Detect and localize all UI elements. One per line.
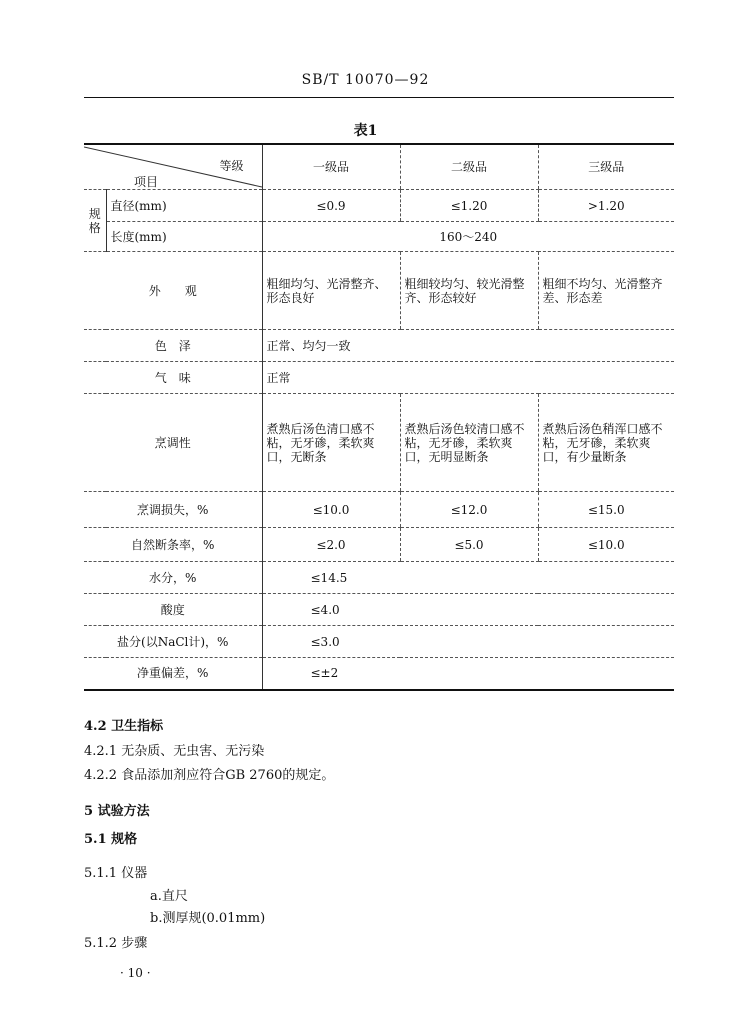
diameter-grade-1: ≤0.9 <box>262 190 400 222</box>
cook-loss-grade-1: ≤10.0 <box>262 492 400 528</box>
row-label-salt: 盐分(以NaCl计)，% <box>84 626 262 658</box>
section-5-1: 5.1 规格 <box>84 832 138 847</box>
moisture-value: ≤14.5 <box>262 562 674 594</box>
section-5-1-1: 5.1.1 仪器 <box>84 866 148 881</box>
acidity-value: ≤4.0 <box>262 594 674 626</box>
section-5: 5 试验方法 <box>84 804 150 819</box>
breakage-grade-3: ≤10.0 <box>538 528 674 562</box>
section-4-2-1: 4.2.1 无杂质、无虫害、无污染 <box>84 744 265 759</box>
cooking-grade-2: 煮熟后汤色较清口感不粘，无牙碜，柔软爽口，无明显断条 <box>400 394 538 492</box>
diagonal-header-cell <box>84 144 262 190</box>
quality-spec-table <box>84 143 674 691</box>
table-row <box>84 222 674 252</box>
row-label-color: 色 泽 <box>84 330 262 362</box>
table-row <box>84 594 674 626</box>
cooking-grade-1: 煮熟后汤色清口感不粘，无牙碜，柔软爽口，无断条 <box>262 394 400 492</box>
table-row <box>84 330 674 362</box>
table-row <box>84 394 674 492</box>
instrument-item-a: a.直尺 <box>150 889 188 904</box>
row-label-cook-loss: 烹调损失，% <box>84 492 262 528</box>
row-label-cooking: 烹调性 <box>84 394 262 492</box>
breakage-grade-1: ≤2.0 <box>262 528 400 562</box>
appearance-grade-3: 粗细不均匀、光滑整齐差、形态差 <box>538 252 674 330</box>
instrument-item-b: b.测厚规(0.01mm) <box>150 911 266 926</box>
diameter-grade-3: >1.20 <box>538 190 674 222</box>
cooking-grade-3: 煮熟后汤色稍浑口感不粘，无牙碜，柔软爽口，有少量断条 <box>538 394 674 492</box>
row-label-odor: 气 味 <box>84 362 262 394</box>
table-row <box>84 190 674 222</box>
salt-value: ≤3.0 <box>262 626 674 658</box>
appearance-grade-1: 粗细均匀、光滑整齐、形态良好 <box>262 252 400 330</box>
row-label-acidity: 酸度 <box>84 594 262 626</box>
header-grade-2: 二级品 <box>400 144 538 190</box>
row-label-length: 长度(mm) <box>106 222 262 252</box>
table-row <box>84 492 674 528</box>
diameter-grade-2: ≤1.20 <box>400 190 538 222</box>
section-5-1-2: 5.1.2 步骤 <box>84 936 148 951</box>
table-row <box>84 562 674 594</box>
header-rule <box>84 97 674 98</box>
cook-loss-grade-2: ≤12.0 <box>400 492 538 528</box>
row-label-breakage: 自然断条率，% <box>84 528 262 562</box>
section-4-2-2: 4.2.2 食品添加剂应符合GB 2760的规定。 <box>84 768 335 783</box>
table-header-row <box>84 144 674 190</box>
breakage-grade-2: ≤5.0 <box>400 528 538 562</box>
header-grade-1: 一级品 <box>262 144 400 190</box>
weight-value: ≤±2 <box>262 658 674 690</box>
spec-group-label: 规格 <box>84 190 106 252</box>
header-grade-3: 三级品 <box>538 144 674 190</box>
color-value: 正常、均匀一致 <box>262 330 674 362</box>
length-value: 160～240 <box>262 222 674 252</box>
standard-code-header: SB/T 10070—92 <box>301 72 430 88</box>
row-label-appearance: 外 观 <box>84 252 262 330</box>
row-label-weight: 净重偏差，% <box>137 666 209 681</box>
odor-value: 正常 <box>262 362 674 394</box>
page-number: · 10 · <box>120 966 151 980</box>
table-row <box>84 528 674 562</box>
cook-loss-grade-3: ≤15.0 <box>538 492 674 528</box>
table-row <box>84 252 674 330</box>
section-4-2: 4.2 卫生指标 <box>84 719 164 734</box>
row-label-diameter: 直径(mm) <box>106 190 262 222</box>
table-row <box>84 658 674 690</box>
appearance-grade-2: 粗细较均匀、较光滑整齐、形态较好 <box>400 252 538 330</box>
table-caption: 表1 <box>353 123 378 139</box>
item-label: 项目 <box>134 175 159 189</box>
grade-label: 等级 <box>219 159 244 173</box>
table-row <box>84 626 674 658</box>
table-row <box>84 362 674 394</box>
row-label-moisture: 水分，% <box>84 562 262 594</box>
